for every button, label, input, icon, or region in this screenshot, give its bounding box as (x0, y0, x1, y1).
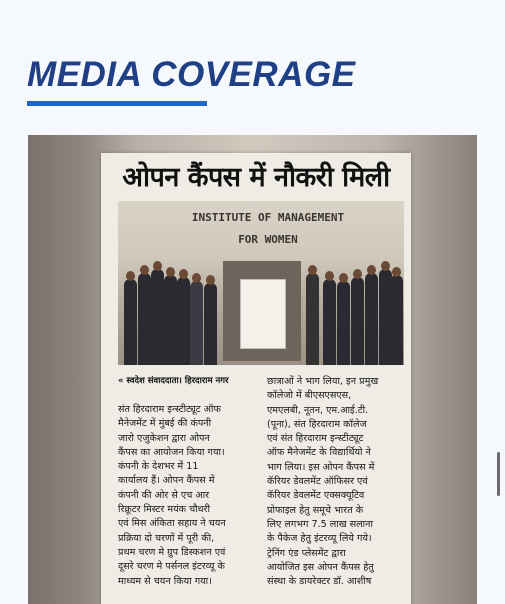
article-line: प्रक्रिया दो चरणों में पूरी की, (118, 532, 215, 544)
article-line: कंपनी के देशभर में 11 (118, 461, 199, 473)
article-line: एवं संत हिरदाराम इन्स्टीट्यूट (267, 433, 364, 445)
article-line: कॅरियर डेवलमेंट ऑफिसर एवं (267, 476, 368, 488)
article-line: एमएलबी, नूतन, एम.आई.टी. (267, 404, 369, 416)
sign-line-2: FOR WOMEN (238, 233, 298, 246)
person (323, 279, 336, 365)
article-line: आयोजित इस ओपन कैंपस हेतु (267, 561, 374, 573)
person (204, 283, 217, 365)
person (390, 275, 403, 365)
article-line: कंपनी की ओर से एच आर (118, 489, 210, 501)
article-line: मैनेजमेंट में मुंबई की कंपनी (118, 418, 212, 430)
person (365, 273, 378, 365)
article-line: ऑफ मैनेजमेंट के विद्यार्थियो ने (267, 447, 371, 459)
person (151, 269, 164, 365)
dateline: « स्वदेश संवाददाता। हिरदाराम नगर (118, 376, 229, 386)
person (337, 281, 350, 365)
article-line: कॅरियर डेवलमेंट एक्सक्यूटिव (267, 490, 365, 502)
sign-line-1: INSTITUTE OF MANAGEMENT (191, 211, 345, 224)
person (306, 273, 319, 365)
article-line: प्रथम चरण मे ग्रुप डिस्कशन एवं (118, 546, 226, 558)
article-right-column (267, 375, 405, 589)
person (190, 281, 203, 365)
institute-sign (148, 207, 388, 251)
article-line: प्रोफाइल हेतु समूचे भारत के (267, 504, 364, 516)
person (164, 275, 177, 365)
article-line: रिक्रूटर मिस्टर मयंक चौधरी (118, 504, 210, 516)
title-underline (27, 101, 207, 106)
media-clipping-image (28, 135, 477, 604)
article-line: संस्था के डायरेक्टर डॉ. आशीष (267, 576, 372, 588)
person (124, 279, 137, 365)
article-line: लिए लगभग 7.5 लाख सलाना (267, 518, 373, 530)
article-line: के पैकेज हेतु इंटरव्यू लिये गये। (267, 533, 372, 545)
article-line: संत हिरदाराम इन्स्टीट्यूट ऑफ (118, 404, 221, 415)
clipping-headline: ओपन कैंपस में नौकरी मिली (122, 162, 390, 193)
person (351, 277, 364, 365)
article-line: कॉलेजो में बीएसएसएस, (267, 390, 352, 402)
article-line: जारो एजुकेशन द्वारा ओपन (118, 432, 210, 444)
article-line: (पूना), संत हिरदाराम कॉलेज (267, 418, 367, 430)
news-photo (118, 201, 404, 365)
article-line: कार्यालय हैं। ओपन कैंपस में (118, 475, 215, 487)
section-title: MEDIA COVERAGE (27, 55, 356, 94)
article-left-column (118, 403, 259, 589)
article-line: ट्रेनिंग एंड प्लेसमेंट द्वारा (267, 547, 346, 559)
page-scrollbar[interactable] (497, 452, 500, 496)
article-line: दूसरे चरण मे पर्सनल इंटरव्यू के (118, 561, 225, 573)
article-line: भाग लिया। इस ओपन कैंपस में (267, 461, 375, 473)
article-line: माध्यम से चयन किया गया। (118, 575, 212, 587)
article-line: कैंपस का आयोजन किया गया। (118, 446, 225, 458)
event-standee (240, 279, 286, 349)
newspaper-clipping (101, 153, 411, 604)
person (177, 277, 190, 365)
person (138, 273, 151, 365)
article-line: एवं मिस अंकिता सहाय ने चयन (118, 518, 226, 530)
article-line: छात्राओं ने भाग लिया, इन प्रमुख (267, 376, 379, 387)
